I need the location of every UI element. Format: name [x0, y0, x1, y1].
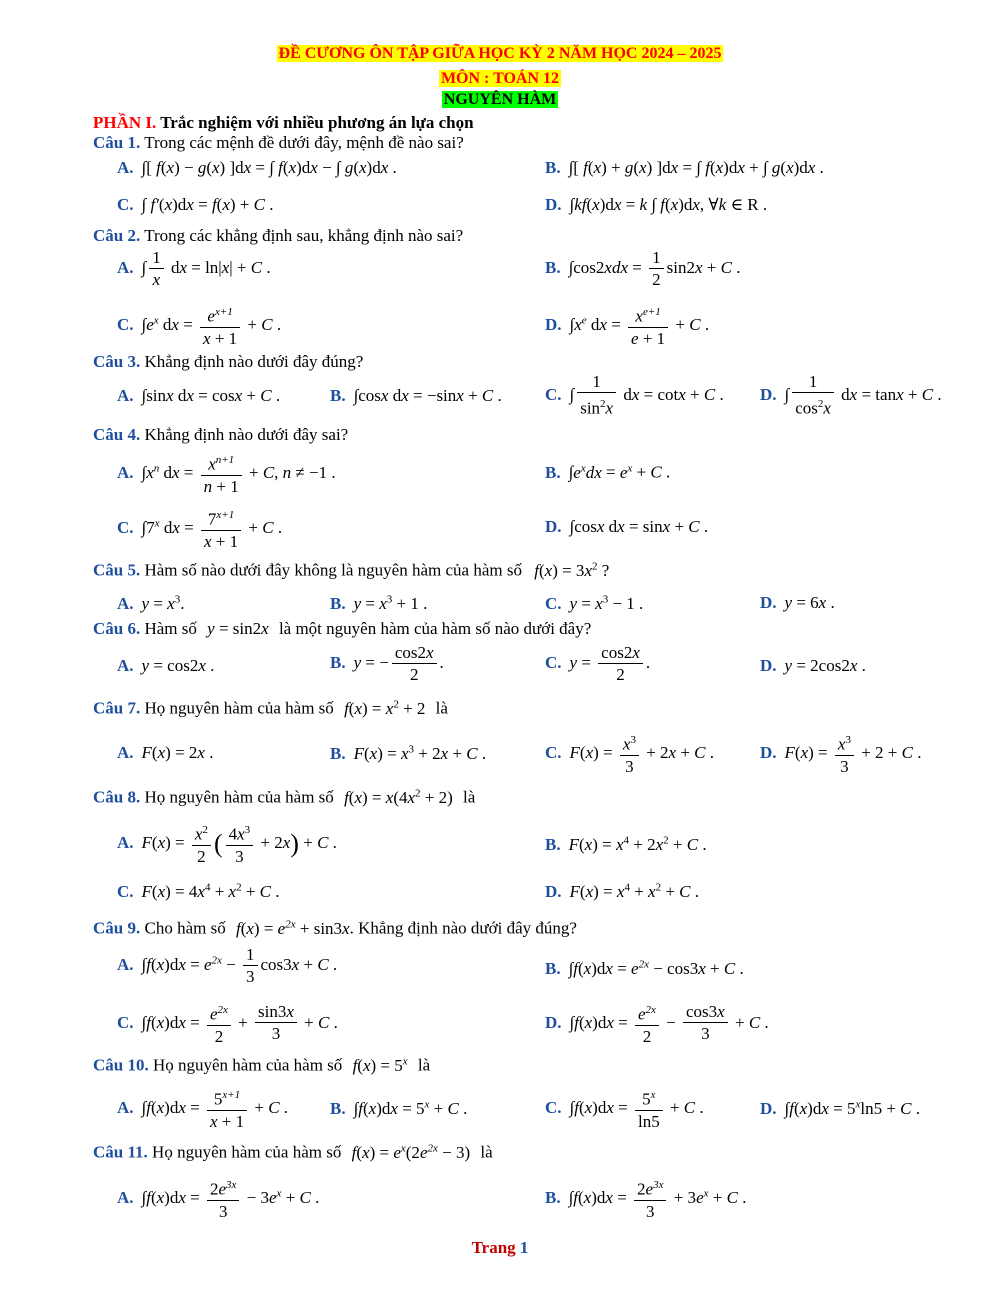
q5-option-d[interactable]: D. y = 6x . [760, 593, 835, 612]
q8-option-d[interactable]: D. $F(x) = x^4 + x^2 + C$ . [545, 881, 700, 901]
q10-option-a[interactable]: A. ∫f(x)dx = $\frac{5^{x+1}}{x + 1}$ + C . [117, 1085, 288, 1133]
q4-option-b[interactable]: B. $\int e^xdx = e^x + C$ . [545, 462, 671, 482]
question-6: Câu 6. Hàm số y = sin2x là một nguyên hàm của hàm số nào dưới đây? [93, 619, 592, 638]
q1-option-c[interactable]: C. ∫ f′(x)dx = f(x) + C . [117, 195, 274, 214]
part-heading: PHẦN I. Trắc nghiệm với nhiều phương án lựa chọn [93, 113, 474, 132]
q4-option-d[interactable]: D. ∫cosx dx = sinx + C . [545, 517, 709, 536]
q6-option-c[interactable]: C. y = $\frac{\cos 2x}{2}$ . [545, 643, 651, 684]
q10-option-b[interactable]: B. $\int f(x)dx = 5^x + C$ . [330, 1098, 468, 1118]
question-3: Câu 3. Khẳng định nào dưới đây đúng? [93, 352, 364, 371]
question-9: Câu 9. Cho hàm số $f(x) = e^{2x} + \sin 3x$. Khẳng định nào dưới đây đúng? [93, 918, 577, 938]
q3-option-b[interactable]: B. ∫cosx dx = −sinx + C . [330, 386, 502, 405]
page-word: Trang [471, 1238, 516, 1257]
q9-option-a[interactable]: A. $\int f(x)dx = e^{2x}$ − $\frac{1}{3}$ cos3x + C . [117, 945, 338, 986]
page-footer [0, 1238, 1000, 1258]
q10-option-c[interactable]: C. ∫f(x)dx = $\frac{5^x}{\ln 5}$ + C . [545, 1085, 704, 1133]
q1-option-b[interactable]: B. ∫[ f(x) + g(x) ]dx = ∫ f(x)dx + ∫ g(x)dx . [545, 158, 824, 177]
question-5: Câu 5. Hàm số nào dưới đây không là nguyên hàm của hàm số $f(x) = 3x^2$ ? [93, 560, 610, 580]
q8-option-a[interactable]: A. F(x) = $\frac{x^2}{2}$ ( $\frac{4x^3}{3}$ + 2x) + C . [117, 820, 337, 868]
q1-option-a[interactable]: A. ∫[ f(x) − g(x) ]dx = ∫ f(x)dx − ∫ g(x)dx . [117, 158, 397, 177]
q2-option-c[interactable]: C. $\int e^x$ dx = $\frac{e^{x+1}}{x + 1}$ + C . [117, 302, 281, 350]
question-2: Câu 2. Trong các khẳng định sau, khẳng định nào sai? [93, 226, 464, 245]
document-title: ĐỀ CƯƠNG ÔN TẬP GIỮA HỌC KỲ 2 NĂM HỌC 2024 – 2025 [278, 45, 722, 62]
question-8: Câu 8. Họ nguyên hàm của hàm số $f(x) = x(4x^2 + 2)$ là [93, 787, 476, 807]
q7-option-c[interactable]: C. F(x) = $\frac{x^3}{3}$ + 2x + C . [545, 730, 714, 778]
q3-option-d[interactable]: D. ∫ $\frac{1}{\cos^2x}$ dx = tanx + C . [760, 372, 942, 418]
q4-option-a[interactable]: A. $\int x^n$ dx = $\frac{x^{n+1}}{n + 1}$ + C, n ≠ −1 . [117, 450, 336, 498]
q6-option-a[interactable]: A. y = cos2x . [117, 656, 215, 675]
q11-option-b[interactable]: B. ∫f(x)dx = $\frac{2e^{3x}}{3}$ + $3e^x + C$ . [545, 1175, 746, 1223]
q2-option-a[interactable]: A. ∫ $\frac{1}{x}$ dx = ln|x| + C . [117, 248, 271, 289]
q4-option-c[interactable]: C. ∫7$^x$ dx = $\frac{7^{x+1}}{x + 1}$ + C . [117, 505, 282, 553]
q9-option-b[interactable]: B. $\int f(x)dx = e^{2x} - \cos 3x + C$ . [545, 958, 744, 978]
q5-option-c[interactable]: C. $y = x^3 - 1$ . [545, 593, 644, 613]
q11-option-a[interactable]: A. ∫f(x)dx = $\frac{2e^{3x}}{3}$ − $3e^x + C$ . [117, 1175, 319, 1223]
q1-option-d[interactable]: D. ∫kf(x)dx = k ∫ f(x)dx, ∀k ∈ R . [545, 195, 768, 214]
q3-option-c[interactable]: C. ∫ $\frac{1}{\sin^2x}$ dx = cotx + C . [545, 372, 724, 418]
question-11: Câu 11. Họ nguyên hàm của hàm số $f(x) = e^x(2e^{2x} - 3)$ là [93, 1142, 493, 1162]
q8-option-c[interactable]: C. $F(x) = 4x^4 + x^2 + C$ . [117, 881, 280, 901]
q2-option-d[interactable]: D. $\int x^e$ dx = $\frac{x^{e+1}}{e + 1}$ + C . [545, 302, 709, 350]
question-1: Câu 1. Trong các mệnh đề dưới đây, mệnh đề nào sai? [93, 133, 464, 152]
q3-option-a[interactable]: A. ∫sinx dx = cosx + C . [117, 386, 281, 405]
q9-option-c[interactable]: C. ∫f(x)dx = $\frac{e^{2x}}{2}$ + $\frac{\sin 3x}{3}$ + C . [117, 1000, 338, 1048]
question-4: Câu 4. Khẳng định nào dưới đây sai? [93, 425, 349, 444]
q5-option-a[interactable]: A. $y = x^3$. [117, 593, 185, 613]
q6-option-d[interactable]: D. y = 2cos2x . [760, 656, 866, 675]
subject-title: MÔN : TOÁN 12 [440, 70, 560, 87]
q7-option-b[interactable]: B. $F(x) = x^3 + 2x + C$ . [330, 743, 487, 763]
topic-title: NGUYÊN HÀM [443, 91, 557, 108]
q7-option-a[interactable]: A. F(x) = 2x . [117, 743, 214, 762]
q2-option-b[interactable]: B. ∫cos2xdx = $\frac{1}{2}$ sin2x + C . [545, 248, 741, 289]
q5-option-b[interactable]: B. $y = x^3 + 1$ . [330, 593, 428, 613]
question-7: Câu 7. Họ nguyên hàm của hàm số $f(x) = x^2 + 2$ là [93, 698, 448, 718]
page-number: 1 [519, 1238, 529, 1257]
q8-option-b[interactable]: B. $F(x) = x^4 + 2x^2 + C$ . [545, 834, 707, 854]
q10-option-d[interactable]: D. $\int f(x)dx = 5^x\ln 5 + C$ . [760, 1098, 921, 1118]
question-10: Câu 10. Họ nguyên hàm của hàm số $f(x) = 5^x$ là [93, 1055, 431, 1075]
q6-option-b[interactable]: B. y = − $\frac{\cos 2x}{2}$ . [330, 643, 444, 684]
q9-option-d[interactable]: D. ∫f(x)dx = $\frac{e^{2x}}{2}$ − $\frac{\cos 3x}{3}$ + C . [545, 1000, 769, 1048]
q7-option-d[interactable]: D. F(x) = $\frac{x^3}{3}$ + 2 + C . [760, 730, 921, 778]
